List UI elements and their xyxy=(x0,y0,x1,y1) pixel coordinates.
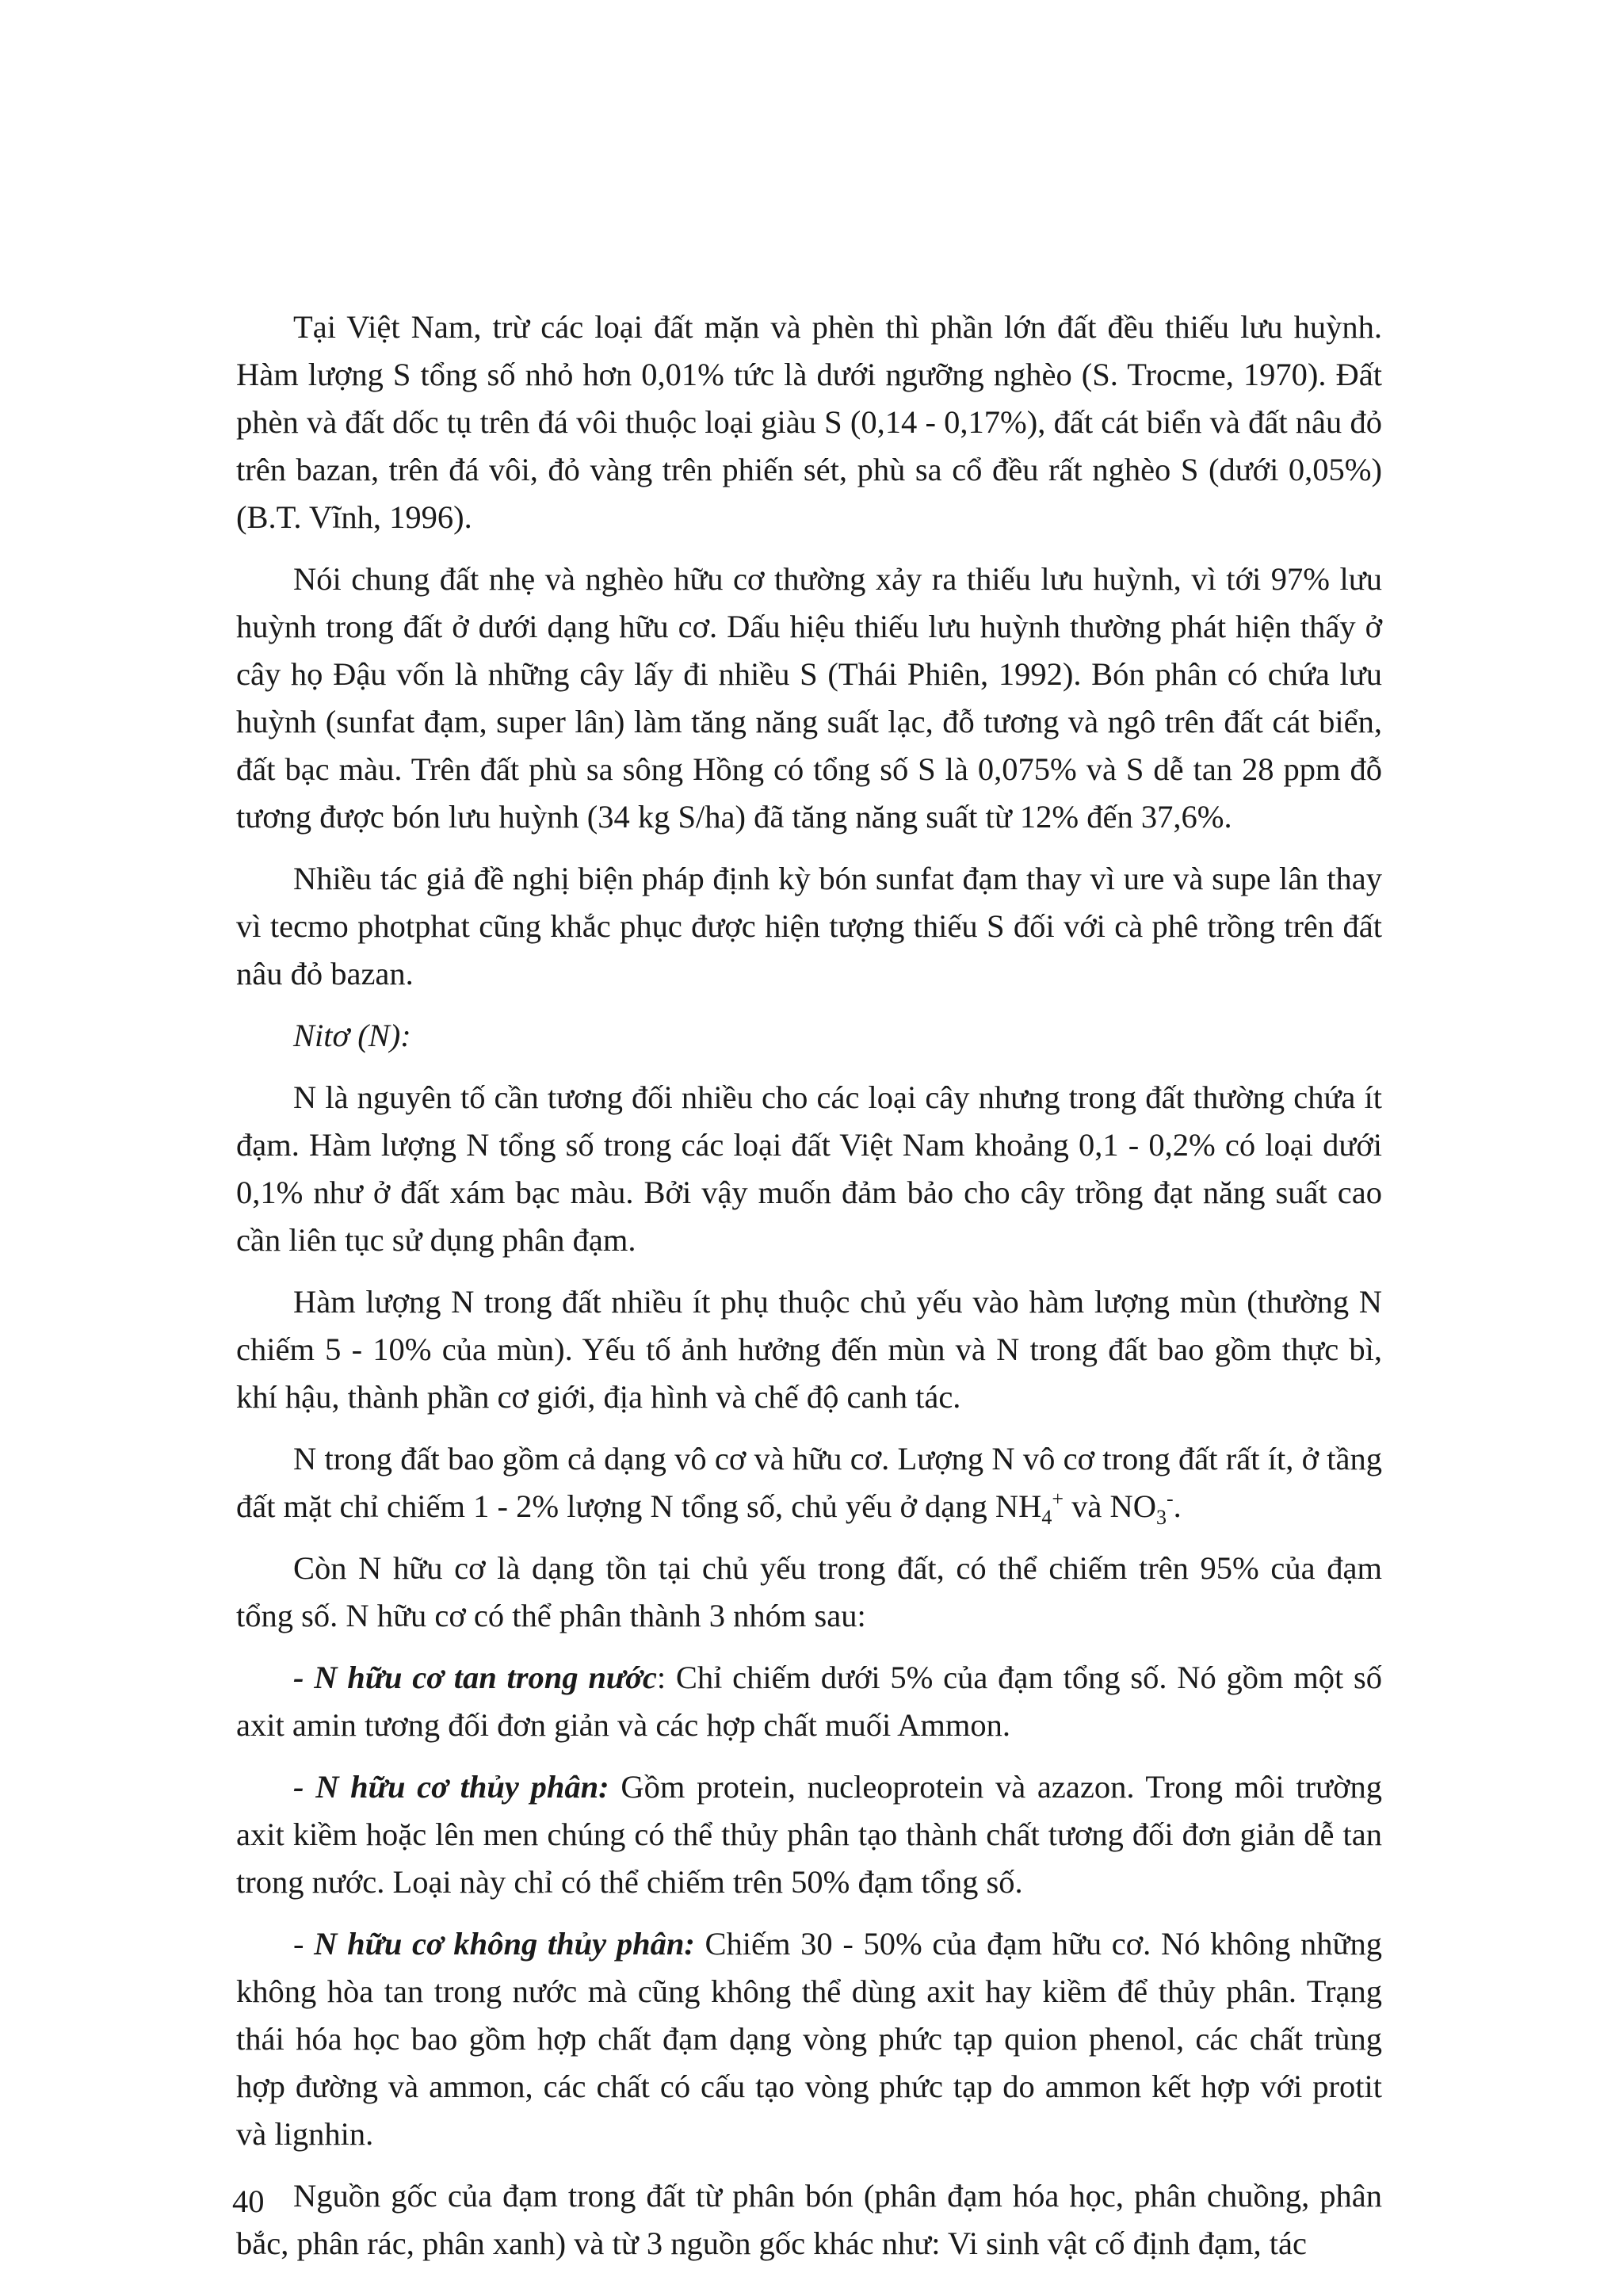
paragraph-organic-nitrogen: Còn N hữu cơ là dạng tồn tại chủ yếu trong đất, có thể chiếm trên 95% của đạm tổng số. N hữu cơ có thể phân thành 3 nhóm sau: xyxy=(236,1550,1382,1633)
nitrogen-forms-text-a: N trong đất bao gồm cả dạng vô cơ và hữu cơ. Lượng N vô cơ trong đất rất ít, ở tầng đất mặt chỉ chiếm 1 - 2% lượng N tổng số, chủ yếu ở dạng NH xyxy=(236,1441,1382,1524)
list-item-dash: - xyxy=(293,1926,315,1962)
no3-superscript: - xyxy=(1167,1487,1174,1511)
nitrogen-forms-text-c: . xyxy=(1173,1488,1182,1524)
paragraph-nitrogen-intro: N là nguyên tố cần tương đối nhiều cho các loại cây nhưng trong đất thường chứa ít đạm. Hàm lượng N tổng số trong các loại đất Việt Nam khoảng 0,1 - 0,2% có loại dưới 0,1% như ở đất xám bạc màu. Bởi vậy muốn đảm bảo cho cây trồng đạt năng suất cao cần liên tục sử dụng phân đạm. xyxy=(236,1079,1382,1258)
paragraph-nitrogen-humus: Hàm lượng N trong đất nhiều ít phụ thuộc chủ yếu vào hàm lượng mùn (thường N chiếm 5 - 10% của mùn). Yếu tố ảnh hưởng đến mùn và N trong đất bao gồm thực bì, khí hậu, thành phần cơ giới, địa hình và chế độ canh tác. xyxy=(236,1284,1382,1415)
list-item-hydrolyzable-organic-n xyxy=(236,1763,1382,1906)
body-text xyxy=(236,304,1382,2282)
no3-subscript: 3 xyxy=(1156,1506,1167,1530)
paragraph-sulfur-recommendation: Nhiều tác giả đề nghị biện pháp định kỳ bón sunfat đạm thay vì ure và supe lân thay vì tecmo photphat cũng khắc phục được hiện tượng thiếu S đối với cà phê trồng trên đất nâu đỏ bazan. xyxy=(236,861,1382,991)
list-item-body: : Chỉ chiếm dưới 5% của đạm tổng số. Nó gồm một số axit amin tương đối đơn giản và các hợp chất muối Ammon. xyxy=(236,1660,1382,1743)
paragraph-sulfur-vietnam: Tại Việt Nam, trừ các loại đất mặn và phèn thì phần lớn đất đều thiếu lưu huỳnh. Hàm lượng S tổng số nhỏ hơn 0,01% tức là dưới ngưỡng nghèo (S. Trocme, 1970). Đất phèn và đất dốc tụ trên đá vôi thuộc loại giàu S (0,14 - 0,17%), đất cát biển và đất nâu đỏ trên bazan, trên đá vôi, đỏ vàng trên phiến sét, phù sa cổ đều rất nghèo S (dưới 0,05%) (B.T. Vĩnh, 1996). xyxy=(236,309,1382,535)
list-item-nonhydrolyzable-organic-n xyxy=(236,1920,1382,2158)
nh4-superscript: + xyxy=(1052,1487,1064,1511)
list-item-body: Chiếm 30 - 50% của đạm hữu cơ. Nó không những không hòa tan trong nước mà cũng không thể dùng axit hay kiềm để thủy phân. Trạng thái hóa học bao gồm hợp chất đạm dạng vòng phức tạp quion phenol, các chất trùng hợp đường và ammon, các chất có cấu tạo vòng phức tạp do ammon kết hợp với protit và lignhin. xyxy=(236,1926,1382,2152)
nitrogen-forms-text-b: và NO xyxy=(1064,1488,1156,1524)
list-item-lead: - N hữu cơ thủy phân: xyxy=(293,1769,609,1805)
paragraph-nitrogen-forms xyxy=(236,1435,1382,1530)
paragraph-sulfur-light-soil: Nói chung đất nhẹ và nghèo hữu cơ thường xảy ra thiếu lưu huỳnh, vì tới 97% lưu huỳnh trong đất ở dưới dạng hữu cơ. Dấu hiệu thiếu lưu huỳnh thường phát hiện thấy ở cây họ Đậu vốn là những cây lấy đi nhiều S (Thái Phiên, 1992). Bón phân có chứa lưu huỳnh (sunfat đạm, super lân) làm tăng năng suất lạc, đỗ tương và ngô trên đất cát biển, đất bạc màu. Trên đất phù sa sông Hồng có tổng số S là 0,075% và S dễ tan 28 ppm đỗ tương được bón lưu huỳnh (34 kg S/ha) đã tăng năng suất từ 12% đến 37,6%. xyxy=(236,561,1382,835)
list-item-body: Gồm protein, nucleoprotein và azazon. Trong môi trường axit kiềm hoặc lên men chúng có thể thủy phân tạo thành chất tương đối đơn giản dễ tan trong nước. Loại này chỉ có thể chiếm trên 50% đạm tổng số. xyxy=(236,1769,1382,1900)
list-item-lead: N hữu cơ không thủy phân: xyxy=(314,1926,695,1962)
list-item-lead: - N hữu cơ tan trong nước xyxy=(293,1660,657,1695)
list-item-soluble-organic-n xyxy=(236,1654,1382,1749)
nh4-subscript: 4 xyxy=(1041,1506,1052,1530)
paragraph-nitrogen-sources: Nguồn gốc của đạm trong đất từ phân bón (phân đạm hóa học, phân chuồng, phân bắc, phân rác, phân xanh) và từ 3 nguồn gốc khác như: Vi sinh vật cố định đạm, tác xyxy=(236,2178,1382,2261)
section-heading-nitrogen: Nitơ (N): xyxy=(293,1018,411,1053)
page-number: 40 xyxy=(232,2183,265,2219)
